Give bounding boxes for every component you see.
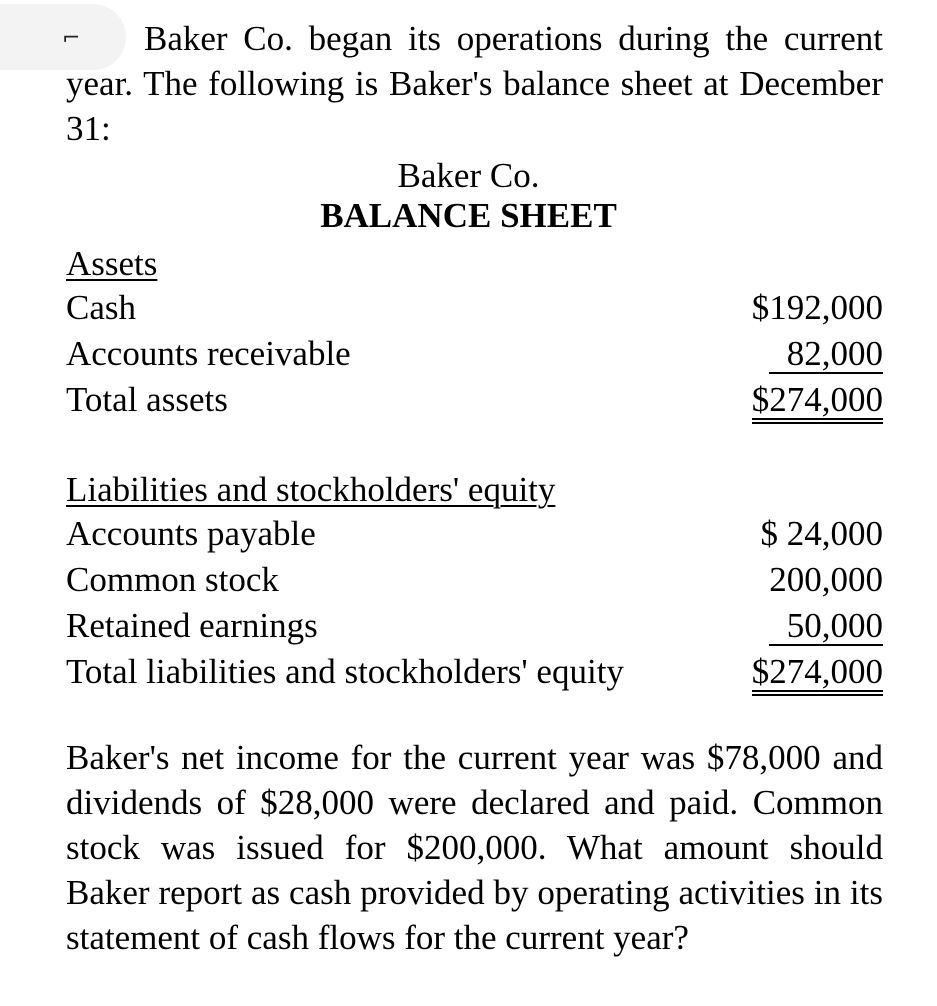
table-row [66, 560, 883, 604]
row-label: Cash [66, 288, 136, 327]
assets-heading: Assets [66, 244, 158, 283]
balance-sheet-title: BALANCE SHEET [320, 196, 617, 235]
row-amount-double-underlined: $274,000 [752, 652, 883, 696]
table-row [66, 606, 883, 650]
row-amount-underlined: 50,000 [769, 606, 883, 646]
corner-mark-icon: ⌐ [62, 26, 81, 51]
row-label: Retained earnings [66, 606, 318, 645]
table-row [66, 514, 883, 558]
row-label: Common stock [66, 560, 279, 599]
row-amount-underlined: 82,000 [769, 334, 883, 374]
row-amount: $192,000 [751, 288, 883, 327]
row-amount: 200,000 [769, 560, 883, 599]
table-row [66, 652, 883, 696]
row-amount-double-underlined: $274,000 [752, 380, 883, 424]
row-amount: $ 24,000 [760, 514, 883, 553]
row-label: Total liabilities and stockholders' equity [66, 652, 624, 691]
liabilities-heading-row [66, 470, 883, 514]
table-row [66, 288, 883, 332]
table-row [66, 334, 883, 378]
row-label: Accounts payable [66, 514, 316, 553]
intro-paragraph: Baker Co. began its operations during the current year. The following is Baker's balance sheet at December 31: [66, 19, 883, 148]
assets-heading-row [66, 244, 883, 288]
row-label: Accounts receivable [66, 334, 351, 373]
company-name: Baker Co. [397, 156, 540, 195]
question-paragraph: Baker's net income for the current year was $78,000 and dividends of $28,000 were declared and paid. Common stock was issued for $200,000. What amount should Baker report as cash provided by operating activities in its statement of cash flows for the current year? [66, 738, 883, 957]
liabilities-heading: Liabilities and stockholders' equity [66, 470, 556, 509]
row-label: Total assets [66, 380, 228, 419]
table-row [66, 380, 883, 424]
